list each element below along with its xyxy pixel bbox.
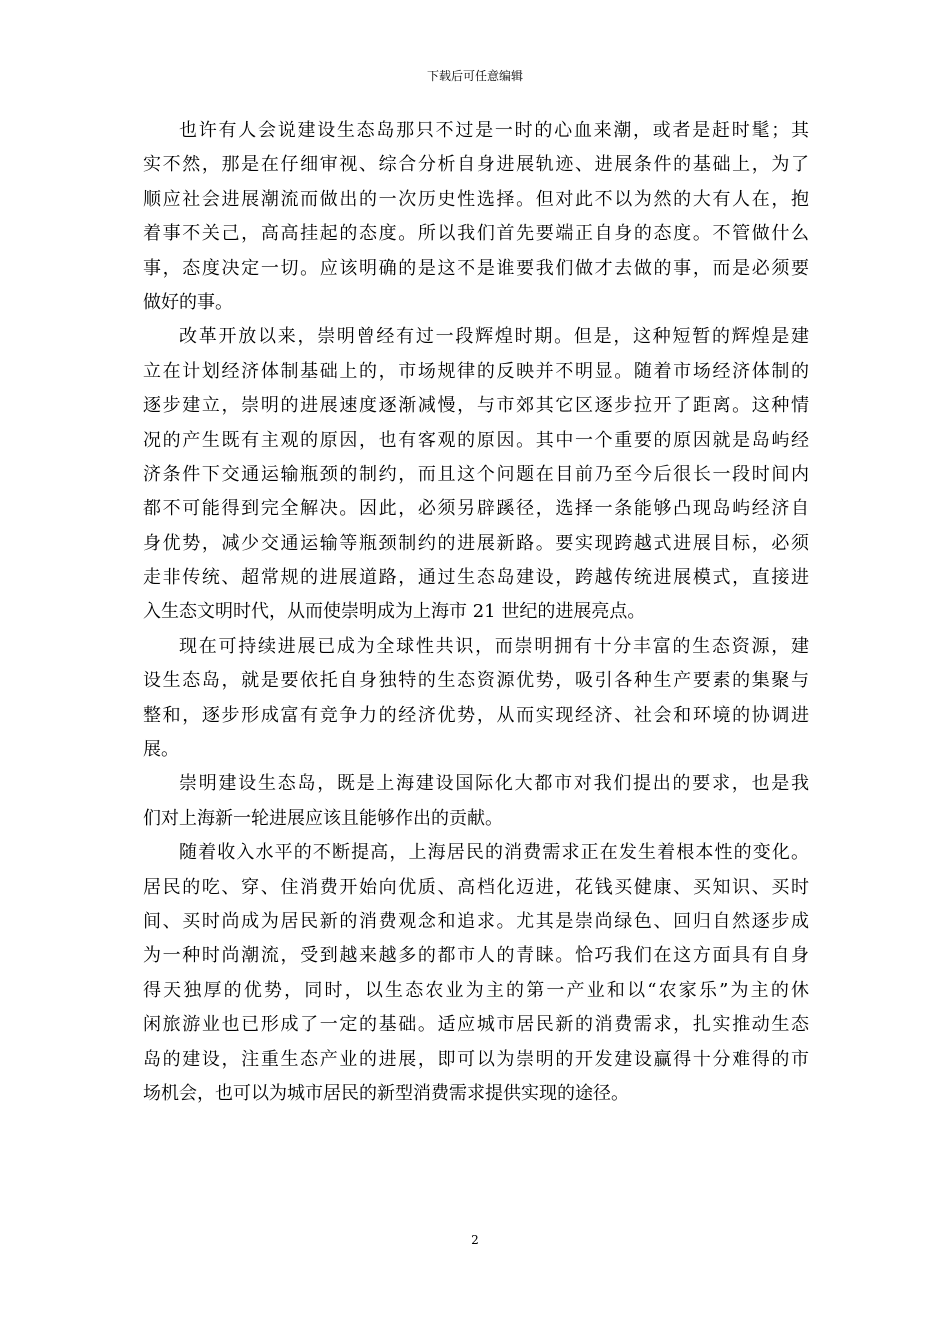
text-line: 整和，逐步形成富有竞争力的经济优势，从而实现经济、社会和环境的协调进 — [143, 704, 809, 726]
text-line: 走非传统、超常规的进展道路，通过生态岛建设，跨越传统进展模式，直接进 — [143, 567, 809, 589]
text-line: 现在可持续进展已成为全球性共识，而崇明拥有十分丰富的生态资源，建 — [179, 635, 809, 657]
text-line: 实不然，那是在仔细审视、综合分析自身进展轨迹、进展条件的基础上，为了 — [143, 154, 809, 176]
text-line: 也许有人会说建设生态岛那只不过是一时的心血来潮，或者是赶时髦；其 — [179, 120, 809, 141]
paragraph — [143, 114, 809, 320]
paragraph — [143, 320, 809, 630]
text-line: 济条件下交通运输瓶颈的制约，而且这个问题在目前乃至今后很长一段时间内 — [143, 463, 809, 485]
paragraph — [143, 630, 809, 768]
text-line: 况的产生既有主观的原因，也有客观的原因。其中一个重要的原因就是岛屿经 — [143, 429, 809, 451]
text-line: 改革开放以来，崇明曾经有过一段辉煌时期。但是，这种短暂的辉煌是建 — [179, 326, 809, 348]
document-body — [143, 114, 809, 1111]
text-line: 闲旅游业也已形成了一定的基础。适应城市居民新的消费需求，扎实推动生态 — [143, 1014, 809, 1036]
text-line: 为一种时尚潮流，受到越来越多的都市人的青睐。恰巧我们在这方面具有自身 — [143, 945, 809, 967]
text-line: 崇明建设生态岛，既是上海建设国际化大都市对我们提出的要求，也是我 — [179, 773, 809, 795]
text-line: 事，态度决定一切。应该明确的是这不是谁要我们做才去做的事，而是必须要 — [143, 257, 809, 279]
paragraph — [143, 767, 809, 836]
text-line: 们对上海新一轮进展应该且能够作出的贡献。 — [143, 807, 503, 829]
page-number: 2 — [471, 1233, 479, 1247]
text-line: 岛的建设，注重生态产业的进展，即可以为崇明的开发建设赢得十分难得的市 — [143, 1048, 809, 1070]
text-line: 顺应社会进展潮流而做出的一次历史性选择。但对此不以为然的大有人在，抱 — [143, 188, 809, 210]
text-line: 居民的吃、穿、住消费开始向优质、高档化迈进，花钱买健康、买知识、买时 — [143, 876, 809, 898]
text-line: 都不可能得到完全解决。因此，必须另辟蹊径，选择一条能够凸现岛屿经济自 — [143, 498, 809, 520]
text-line: 得天独厚的优势，同时，以生态农业为主的第一产业和以“农家乐”为主的休 — [143, 979, 809, 1001]
text-line: 设生态岛，就是要依托自身独特的生态资源优势，吸引各种生产要素的集聚与 — [143, 670, 809, 692]
text-line: 随着收入水平的不断提高，上海居民的消费需求正在发生着根本性的变化。 — [179, 842, 809, 864]
text-line: 立在计划经济体制基础上的，市场规律的反映并不明显。随着市场经济体制的 — [143, 360, 809, 382]
text-line: 身优势，减少交通运输等瓶颈制约的进展新路。要实现跨越式进展目标，必须 — [143, 532, 809, 554]
text-line: 入生态文明时代，从而使崇明成为上海市 21 世纪的进展亮点。 — [143, 601, 646, 623]
paragraph — [143, 836, 809, 1111]
text-line: 间、买时尚成为居民新的消费观念和追求。尤其是崇尚绿色、回归自然逐步成 — [143, 910, 809, 932]
page-header: 下载后可任意编辑 — [426, 69, 523, 83]
text-line: 做好的事。 — [143, 291, 233, 313]
text-line: 逐步建立，崇明的进展速度逐渐减慢，与市郊其它区逐步拉开了距离。这种情 — [143, 395, 809, 417]
text-line: 展。 — [143, 739, 179, 761]
text-line: 场机会，也可以为城市居民的新型消费需求提供实现的途径。 — [143, 1082, 629, 1104]
text-line: 着事不关己，高高挂起的态度。所以我们首先要端正自身的态度。不管做什么 — [143, 223, 809, 245]
